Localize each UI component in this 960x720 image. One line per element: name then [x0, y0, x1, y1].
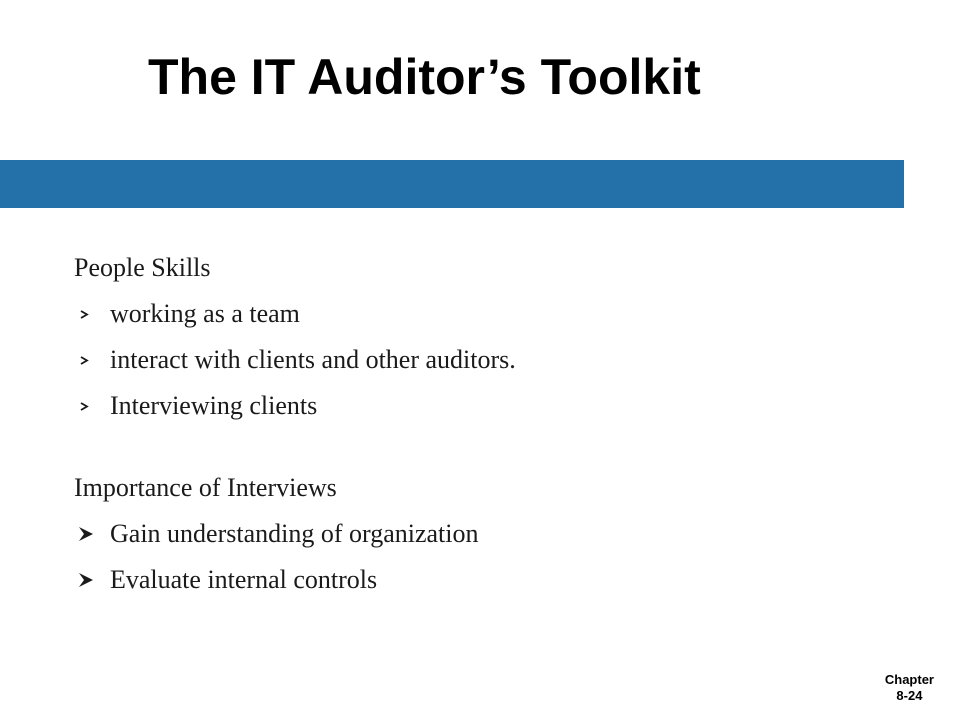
section-people-skills [74, 248, 894, 432]
list-item [74, 294, 894, 340]
arrow-bullet-icon [80, 310, 89, 319]
arrow-bullet-icon [78, 526, 94, 542]
footer-page-number: 8-24 [896, 688, 923, 703]
slide-footer-chapter [885, 672, 934, 704]
section-heading: People Skills [74, 253, 211, 282]
list-item-text: interact with clients and other auditors. [110, 345, 516, 374]
list-item [74, 340, 894, 386]
list-item-text: Evaluate internal controls [110, 565, 378, 594]
list-item [74, 386, 894, 432]
arrow-bullet-icon [80, 356, 89, 365]
section-spacer [74, 432, 894, 468]
list-item-text: Gain understanding of organization [110, 519, 479, 548]
slide-title: The IT Auditor’s Toolkit [148, 49, 701, 105]
arrow-bullet-icon [80, 402, 89, 411]
footer-chapter-label: Chapter [884, 672, 934, 687]
slide-body [74, 248, 894, 606]
title-accent-band [0, 160, 904, 208]
section-importance-of-interviews [74, 468, 894, 606]
list-item [74, 560, 894, 606]
list-item-text: Interviewing clients [110, 391, 318, 420]
list-item [74, 514, 894, 560]
arrow-bullet-icon [78, 572, 94, 588]
list-item-text: working as a team [110, 299, 300, 328]
section-heading: Importance of Interviews [74, 473, 337, 502]
